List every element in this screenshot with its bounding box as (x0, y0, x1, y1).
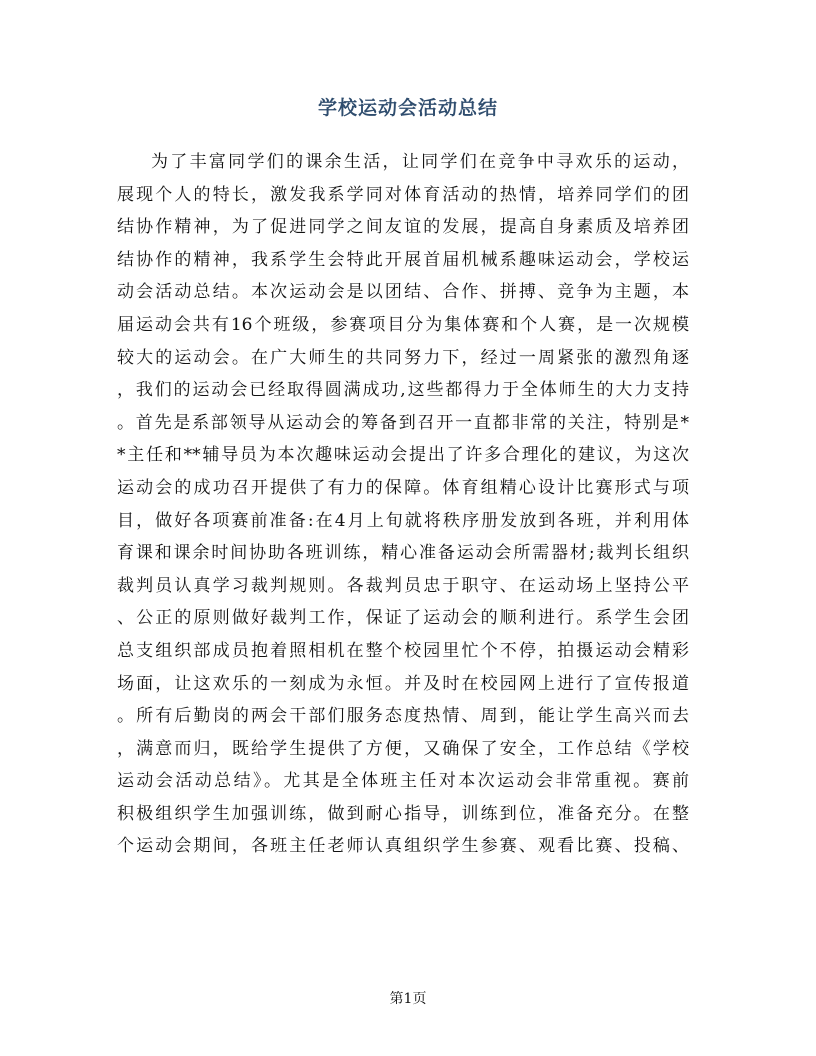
body-line: 结协作的精神，我系学生会特此开展首届机械系趣味运动会，学校运 (117, 249, 689, 270)
body-line: 运动会的成功召开提供了有力的保障。体育组精心设计比赛形式与项 (117, 477, 689, 498)
body-line: 育课和课余时间协助各班训练，精心准备运动会所需器材;裁判长组织 (117, 543, 689, 564)
body-line: 运动会活动总结》。尤其是全体班主任对本次运动会非常重视。赛前 (117, 771, 689, 792)
body-line: 、公正的原则做好裁判工作，保证了运动会的顺利进行。系学生会团 (117, 608, 689, 629)
body-line: 。所有后勤岗的两会干部们服务态度热情、周到，能让学生高兴而去 (117, 706, 689, 727)
body-line: 较大的运动会。在广大师生的共同努力下，经过一周紧张的激烈角逐 (117, 347, 689, 368)
body-line: 个运动会期间，各班主任老师认真组织学生参赛、观看比赛、投稿、 (117, 836, 689, 857)
body-line: 展现个人的特长，激发我系学同对体育活动的热情，培养同学们的团 (117, 184, 689, 205)
page-number: 第1页 (389, 991, 427, 1007)
body-line: 目，做好各项赛前准备:在4月上旬就将秩序册发放到各班，并利用体 (117, 510, 689, 531)
body-line: *主任和**辅导员为本次趣味运动会提出了许多合理化的建议，为这次 (117, 445, 689, 466)
body-line: 为了丰富同学们的课余生活，让同学们在竞争中寻欢乐的运动， (151, 152, 689, 172)
body-line: 结协作精神，为了促进同学之间友谊的发展，提高自身素质及培养团 (117, 217, 689, 238)
document-title: 学校运动会活动总结 (317, 97, 498, 119)
body-line: 场面，让这欢乐的一刻成为永恒。并及时在校园网上进行了宣传报道 (117, 673, 689, 694)
body-line: 届运动会共有16个班级，参赛项目分为集体赛和个人赛，是一次规模 (117, 314, 689, 335)
body-line: 积极组织学生加强训练，做到耐心指导，训练到位，准备充分。在整 (117, 803, 689, 824)
body-line: 总支组织部成员抱着照相机在整个校园里忙个不停，拍摄运动会精彩 (117, 640, 689, 661)
document-body (117, 146, 689, 863)
body-line: ，我们的运动会已经取得圆满成功,这些都得力于全体师生的大力支持 (117, 380, 689, 401)
body-line: 裁判员认真学习裁判规则。各裁判员忠于职守、在运动场上坚持公平 (117, 575, 689, 596)
body-line: 。首先是系部领导从运动会的筹备到召开一直都非常的关注，特别是* (117, 412, 689, 433)
body-line: ，满意而归，既给学生提供了方便，又确保了安全，工作总结《学校 (117, 738, 689, 759)
body-line: 动会活动总结。本次运动会是以团结、合作、拼搏、竞争为主题，本 (117, 282, 689, 303)
